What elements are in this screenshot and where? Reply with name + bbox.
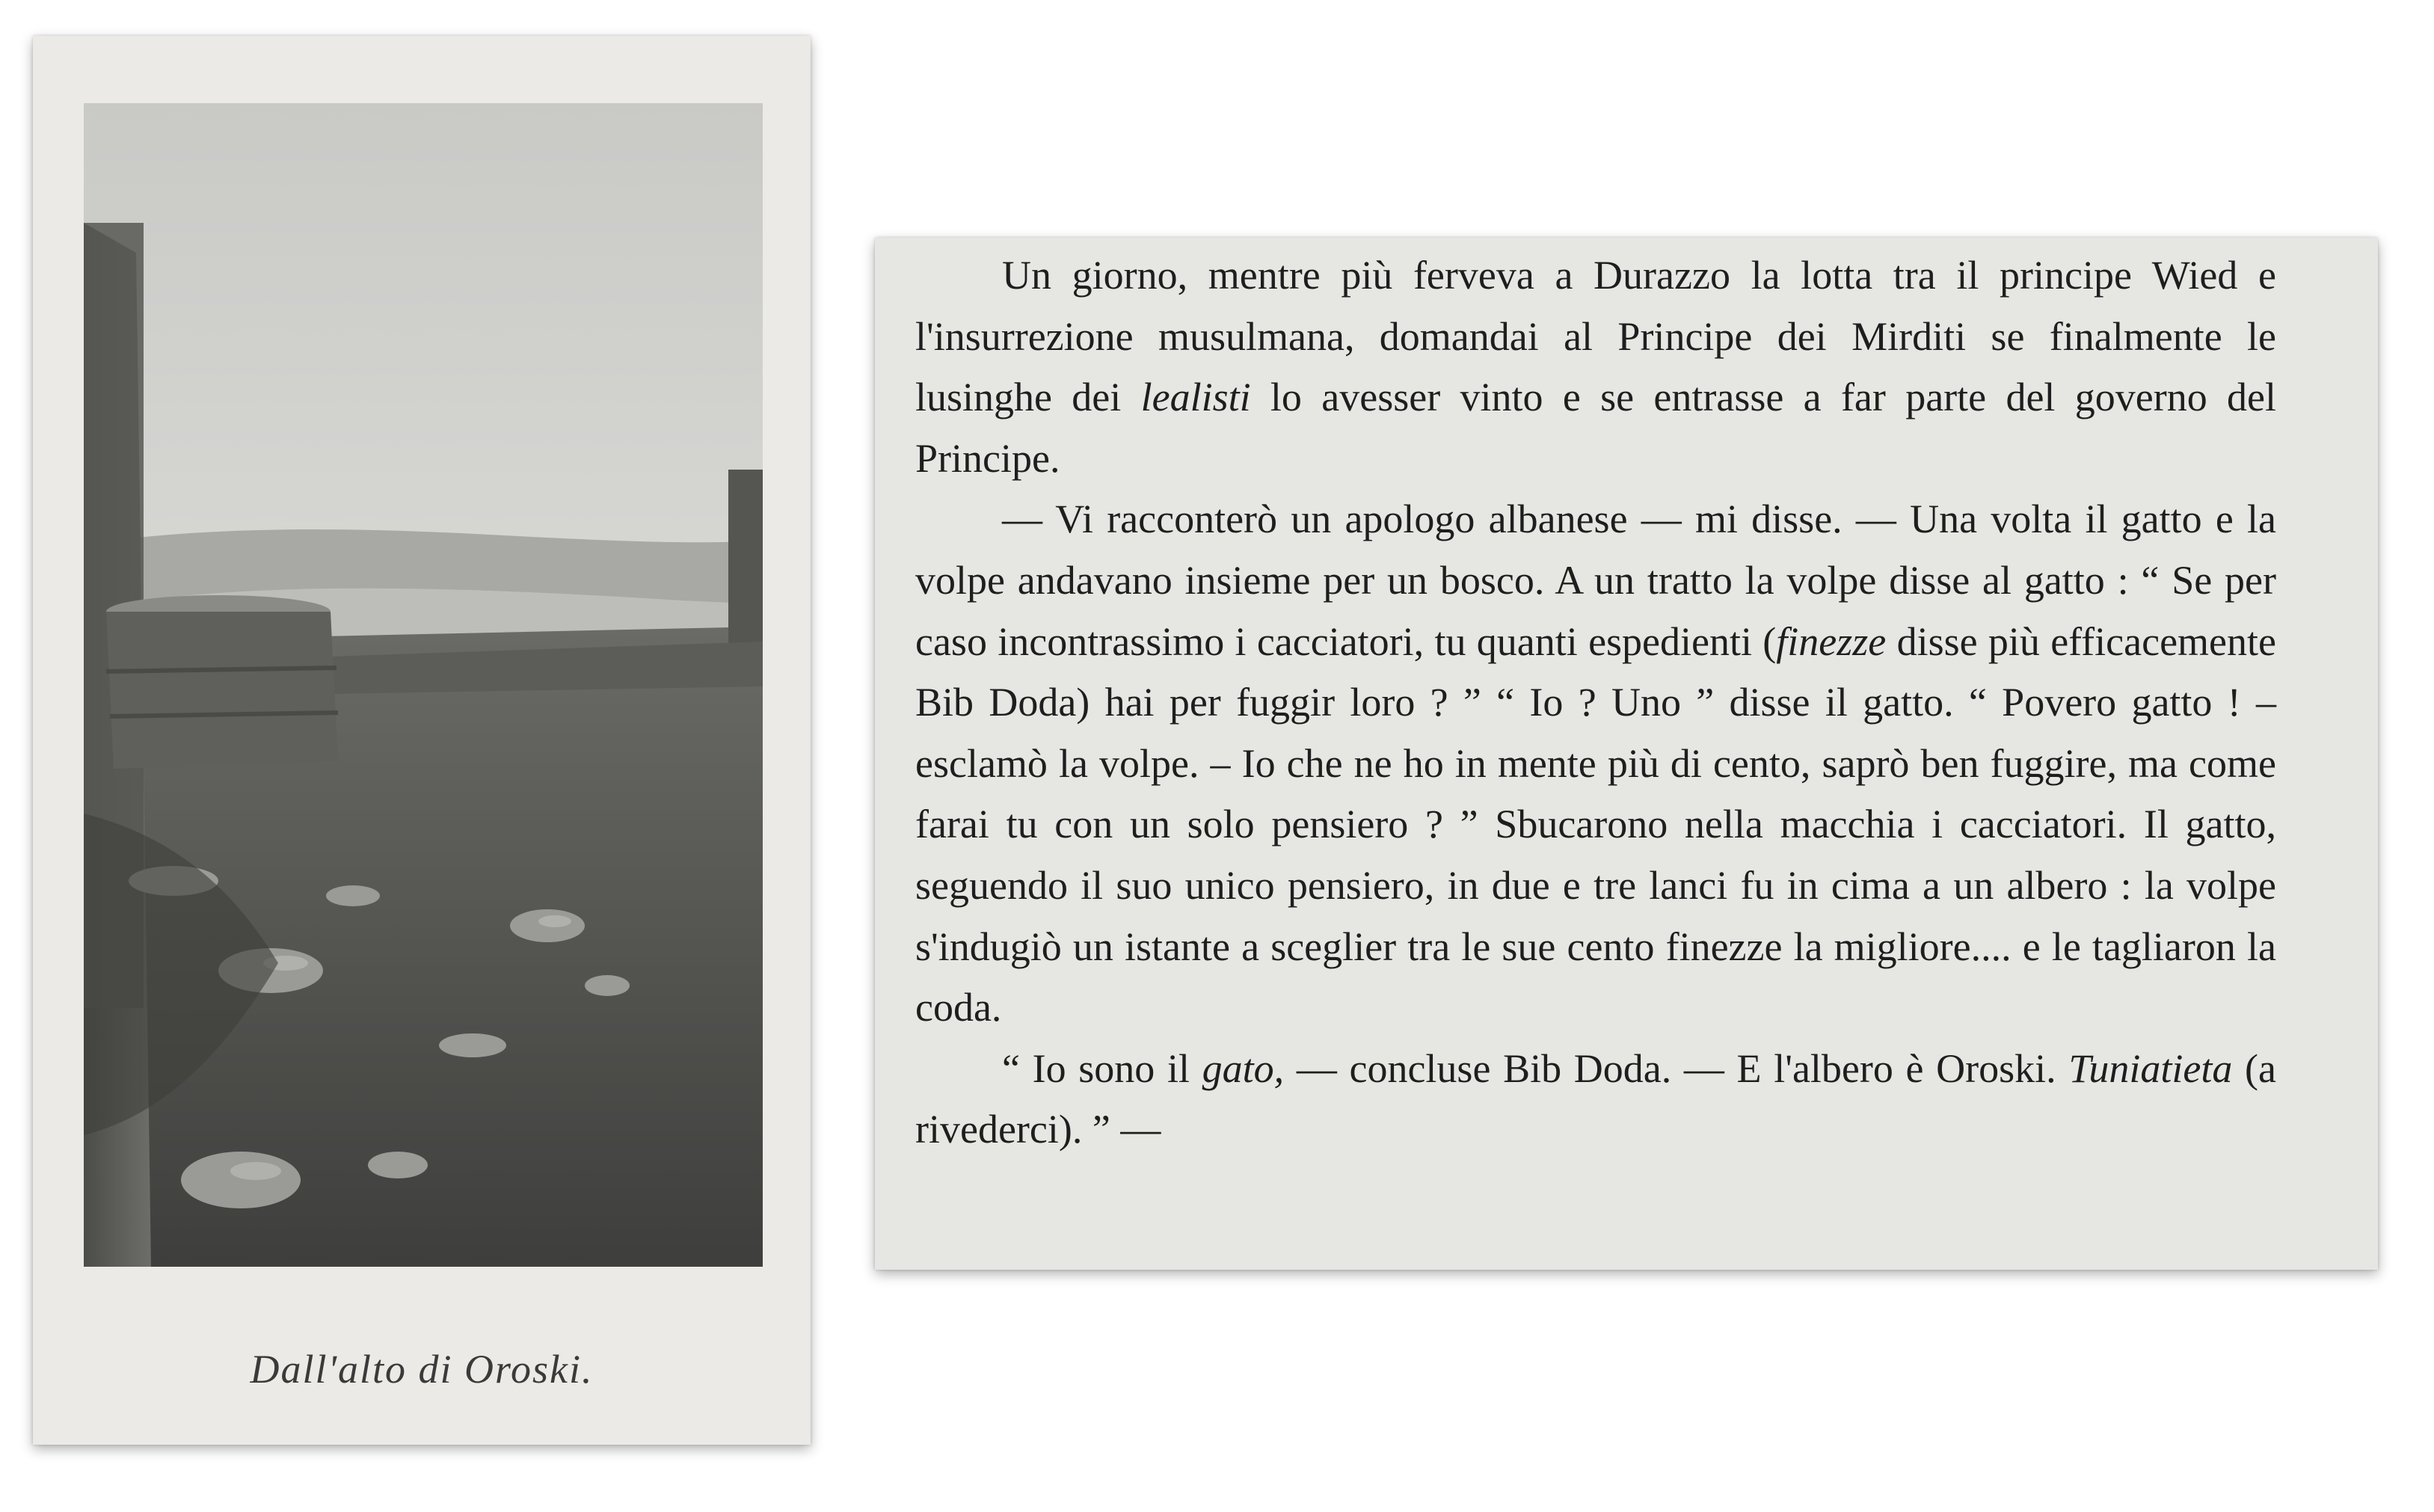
- italic-run: Tuniatieta: [2068, 1045, 2233, 1091]
- photograph-illustration: [84, 103, 763, 1267]
- text-panel: [875, 238, 2378, 1270]
- paragraph: [915, 1039, 2276, 1161]
- italic-run: gato,: [1202, 1045, 1285, 1091]
- text-run: (a rivederci). ” —: [915, 1045, 2276, 1152]
- italic-run: finezze: [1776, 618, 1887, 664]
- text-run: — Vi racconterò un apologo albanese — mi disse. — Una volta il gatto e la volpe andavano insieme per un bosco. A un tratto la volpe disse al gatto : “ Se per caso incontrassimo i cacciatori, tu quanti espedienti (: [915, 497, 2276, 664]
- photo-caption: Dall'alto di Oroski.: [250, 1347, 594, 1392]
- text-run: disse più efficacemente Bib Doda) hai per fuggir loro ? ” “ Io ? Uno ” disse il gatto. “ Povero gatto ! – esclamò la volpe. – Io che ne ho in mente più di cento, saprò ben fuggire, ma come farai tu con un solo pensiero ? ” Sbucarono nella macchia i cacciatori. Il gatto, seguendo il suo unico pensiero, in due e tre lanci fu in cima a un albero : la volpe s'indugiò un istante a sceglier tra le sue cento finezze la migliore.... e le tagliaron la coda.: [915, 618, 2276, 1030]
- article-text: [915, 245, 2276, 1161]
- text-run: — concluse Bib Doda. — E l'albero è Oroski.: [1284, 1045, 2069, 1091]
- paragraph: [915, 489, 2276, 1038]
- paragraph: [915, 245, 2276, 489]
- italic-run: lealisti: [1140, 375, 1251, 420]
- photo-plate: [33, 36, 811, 1445]
- text-run: lo avesser vinto e se entrasse a far parte del governo del Principe.: [915, 375, 2276, 481]
- text-run: “ Io sono il: [1002, 1045, 1202, 1091]
- photograph: [84, 103, 763, 1267]
- text-run: Un giorno, mentre più ferveva a Durazzo la lotta tra il principe Wied e l'insurrezione musulmana, domandai al Principe dei Mirditi se finalmente le lusinghe dei: [915, 253, 2276, 420]
